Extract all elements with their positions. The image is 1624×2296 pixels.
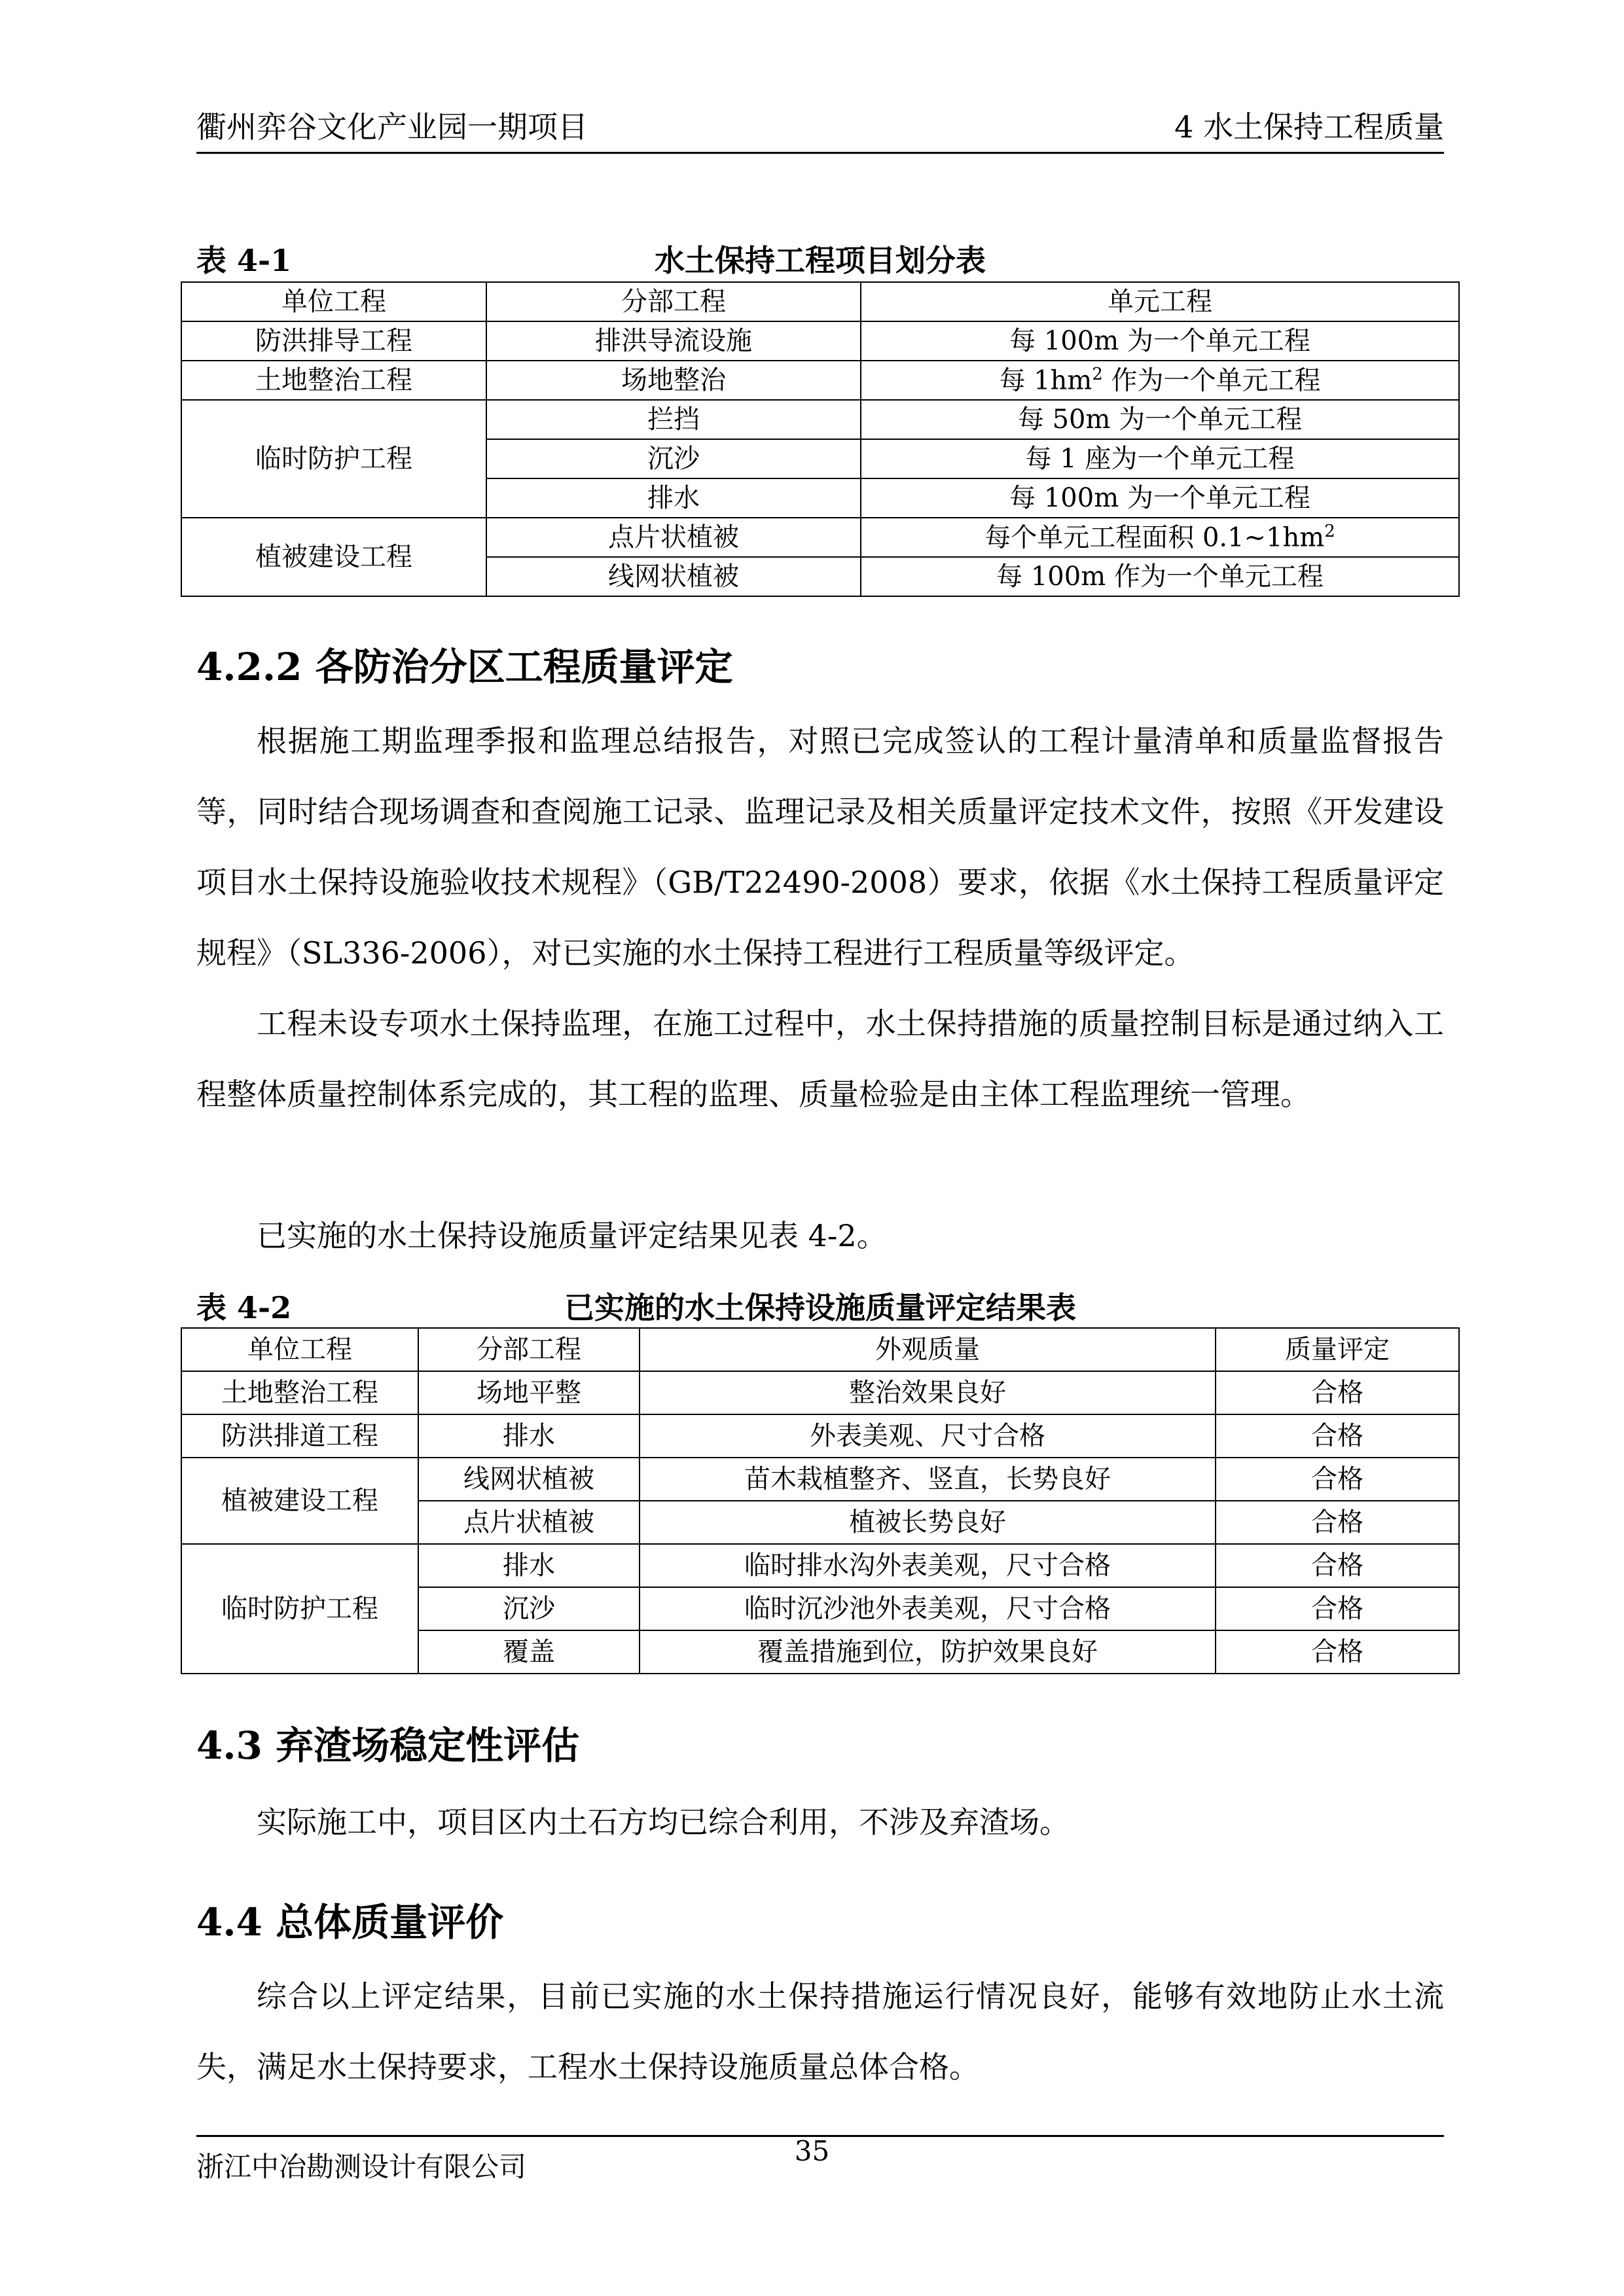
unit-project-cell: 临时防护工程	[181, 1544, 418, 1674]
unit-element-cell: 每 1 座为一个单元工程	[861, 439, 1459, 478]
table2-header-cell: 分部工程	[418, 1328, 640, 1371]
table-row	[181, 1544, 1459, 1587]
sub-project-cell: 沉沙	[486, 439, 861, 478]
table2-title: 已实施的水土保持设施质量评定结果表	[564, 1290, 1076, 1325]
unit-project-cell: 临时防护工程	[181, 400, 486, 518]
section-4-3-paragraph: 实际施工中，项目区内土石方均已综合利用，不涉及弃渣场。	[257, 1804, 1070, 1840]
appearance-quality-cell: 覆盖措施到位，防护效果良好	[640, 1630, 1216, 1674]
table-row	[181, 1371, 1459, 1414]
page-header	[196, 109, 1444, 154]
section-4-2-2-paragraph-3: 已实施的水土保持设施质量评定结果见表 4-2。	[257, 1218, 887, 1253]
appearance-quality-cell: 苗木栽植整齐、竖直，长势良好	[640, 1458, 1216, 1501]
table-row	[181, 1458, 1459, 1501]
sub-project-cell: 排水	[418, 1544, 640, 1587]
quality-grade-cell: 合格	[1216, 1414, 1459, 1458]
header-project-name: 衢州弈谷文化产业园一期项目	[196, 109, 588, 145]
unit-project-cell: 土地整治工程	[181, 361, 486, 400]
sub-project-cell: 场地平整	[418, 1371, 640, 1414]
sub-project-cell: 线网状植被	[486, 557, 861, 596]
table1-header-row	[181, 282, 1459, 321]
appearance-quality-cell: 植被长势良好	[640, 1501, 1216, 1544]
unit-project-cell: 土地整治工程	[181, 1371, 418, 1414]
table-row	[181, 361, 1459, 400]
quality-grade-cell: 合格	[1216, 1501, 1459, 1544]
unit-element-cell-text: 每个单元工程面积 0.1~1hm	[984, 522, 1325, 553]
table1-title: 水土保持工程项目划分表	[655, 243, 986, 278]
unit-element-cell-superscript: 2	[1324, 522, 1335, 542]
table2-header-cell: 质量评定	[1216, 1328, 1459, 1371]
table1-header-cell: 单位工程	[181, 282, 486, 321]
table2-header-cell: 单位工程	[181, 1328, 418, 1371]
quality-grade-cell: 合格	[1216, 1587, 1459, 1630]
table2-caption	[196, 1284, 1444, 1323]
sub-project-cell: 沉沙	[418, 1587, 640, 1630]
quality-grade-cell: 合格	[1216, 1371, 1459, 1414]
unit-element-cell-text-after: 作为一个单元工程	[1102, 365, 1321, 396]
appearance-quality-cell: 整治效果良好	[640, 1371, 1216, 1414]
sub-project-cell: 点片状植被	[486, 518, 861, 557]
table-row	[181, 518, 1459, 557]
header-chapter-title: 4 水土保持工程质量	[1174, 109, 1444, 145]
unit-project-cell: 植被建设工程	[181, 518, 486, 596]
table1-project-division	[181, 281, 1460, 597]
quality-grade-cell: 合格	[1216, 1630, 1459, 1674]
unit-element-cell	[861, 518, 1459, 557]
table1-number: 表 4-1	[196, 243, 292, 278]
section-4-4-paragraph: 综合以上评定结果，目前已实施的水土保持措施运行情况良好，能够有效地防止水土流失，满足水土保持要求，工程水土保持设施质量总体合格。	[196, 1979, 1444, 2085]
appearance-quality-cell: 临时沉沙池外表美观，尺寸合格	[640, 1587, 1216, 1630]
sub-project-cell: 排水	[418, 1414, 640, 1458]
table1-header-cell: 单元工程	[861, 282, 1459, 321]
sub-project-cell: 线网状植被	[418, 1458, 640, 1501]
appearance-quality-cell: 临时排水沟外表美观，尺寸合格	[640, 1544, 1216, 1587]
sub-project-cell: 点片状植被	[418, 1501, 640, 1544]
table2-number: 表 4-2	[196, 1290, 292, 1325]
unit-project-cell: 防洪排导工程	[181, 321, 486, 361]
sub-project-cell: 排洪导流设施	[486, 321, 861, 361]
section-4-2-2-paragraph-2: 工程未设专项水土保持监理，在施工过程中，水土保持措施的质量控制目标是通过纳入工程整体质量控制体系完成的，其工程的监理、质量检验是由主体工程监理统一管理。	[196, 1006, 1444, 1112]
footer-company: 浙江中冶勘测设计有限公司	[196, 2151, 527, 2183]
quality-grade-cell: 合格	[1216, 1458, 1459, 1501]
unit-element-cell	[861, 361, 1459, 400]
table-row	[181, 400, 1459, 439]
table1-header-cell: 分部工程	[486, 282, 861, 321]
unit-project-cell: 防洪排道工程	[181, 1414, 418, 1458]
sub-project-cell: 覆盖	[418, 1630, 640, 1674]
table-row	[181, 1414, 1459, 1458]
unit-element-cell-superscript: 2	[1092, 365, 1103, 385]
table2-header-row	[181, 1328, 1459, 1371]
unit-project-cell: 植被建设工程	[181, 1458, 418, 1544]
table2-header-cell: 外观质量	[640, 1328, 1216, 1371]
sub-project-cell: 拦挡	[486, 400, 861, 439]
unit-element-cell: 每 100m 为一个单元工程	[861, 478, 1459, 518]
section-4-2-2-heading: 4.2.2 各防治分区工程质量评定	[196, 645, 733, 689]
unit-element-cell: 每 50m 为一个单元工程	[861, 400, 1459, 439]
sub-project-cell: 排水	[486, 478, 861, 518]
section-4-2-2-paragraph-1: 根据施工期监理季报和监理总结报告，对照已完成签认的工程计量清单和质量监督报告等，同时结合现场调查和查阅施工记录、监理记录及相关质量评定技术文件，按照《开发建设项目水土保持设施验收技术规程》（GB/T22490-2008）要求，依据《水土保持工程质量评定规程》（SL336-2006），对已实施的水土保持工程进行工程质量等级评定。	[196, 723, 1444, 971]
section-4-4-heading: 4.4 总体质量评价	[196, 1900, 504, 1945]
page-number: 35	[794, 2135, 830, 2167]
sub-project-cell: 场地整治	[486, 361, 861, 400]
appearance-quality-cell: 外表美观、尺寸合格	[640, 1414, 1216, 1458]
unit-element-cell-text: 每 1hm	[999, 365, 1092, 396]
table1-caption	[196, 237, 1444, 276]
table2-quality-evaluation	[181, 1327, 1460, 1674]
unit-element-cell: 每 100m 为一个单元工程	[861, 321, 1459, 361]
section-4-3-heading: 4.3 弃渣场稳定性评估	[196, 1723, 580, 1768]
quality-grade-cell: 合格	[1216, 1544, 1459, 1587]
table-row	[181, 321, 1459, 361]
unit-element-cell: 每 100m 作为一个单元工程	[861, 557, 1459, 596]
